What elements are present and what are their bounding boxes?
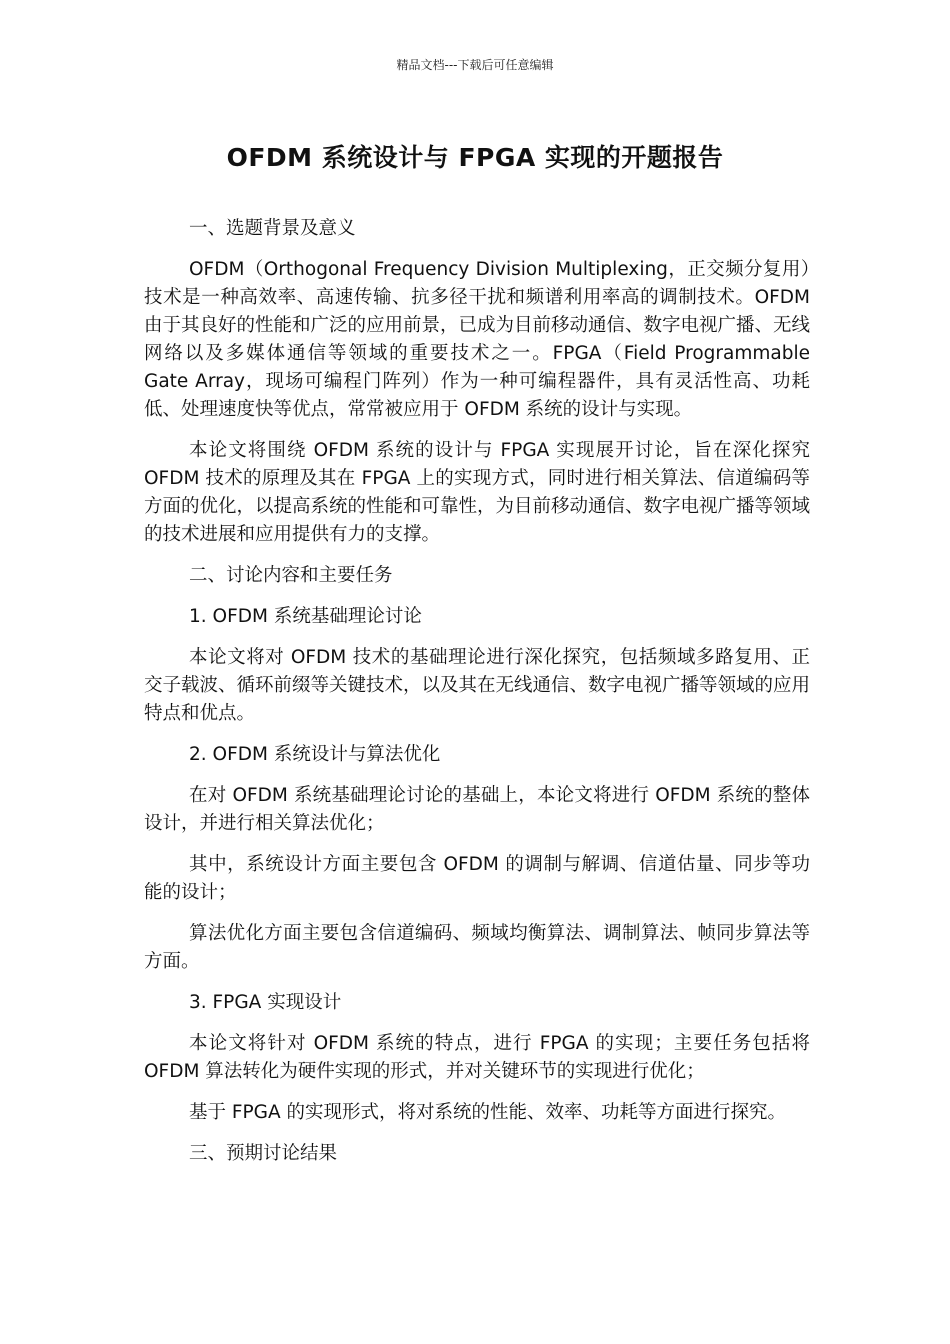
subsection-heading-fpga: 3. FPGA 实现设计 [189, 992, 342, 1013]
paragraph-fpga-tasks: 本论文将针对 OFDM 系统的特点，进行 FPGA 的实现；主要任务包括将 OFDM 算法转化为硬件实现的形式，并对关键环节的实现进行优化； [144, 1033, 810, 1082]
subsection-heading-theory: 1. OFDM 系统基础理论讨论 [189, 606, 422, 627]
document-title: OFDM 系统设计与 FPGA 实现的开题报告 [226, 143, 724, 172]
paragraph-theory: 本论文将对 OFDM 技术的基础理论进行深化探究，包括频域多路复用、正交子载波、循环前缀等关键技术，以及其在无线通信、数字电视广播等领域的应用特点和优点。 [144, 647, 811, 724]
section-heading-background: 一、选题背景及意义 [189, 218, 356, 239]
paragraph-thesis-goal: 本论文将围绕 OFDM 系统的设计与 FPGA 实现展开讨论，旨在深化探究 OFDM 技术的原理及其在 FPGA 上的实现方式，同时进行相关算法、信道编码等方面的优化，以提高系统的性能和可靠性，为目前移动通信、数字电视广播等领域的技术进展和应用提供有力的支撑。 [144, 440, 811, 545]
subsection-heading-design: 2. OFDM 系统设计与算法优化 [189, 744, 441, 765]
page-header-note: 精品文档---下载后可任意编辑 [396, 58, 554, 72]
paragraph-ofdm-intro: OFDM（Orthogonal Frequency Division Multiplexing，正交频分复用）技术是一种高效率、高速传输、抗多径干扰和频谱利用率高的调制技术。OFDM 由于其良好的性能和广泛的应用前景，已成为目前移动通信、数字电视广播、无线网络以及多媒体通信等领域的重要技术之一。FPGA（Field Programmable Gate Array，现场可编程门阵列）作为一种可编程器件，具有灵活性高、功耗低、处理速度快等优点，常常被应用于 OFDM 系统的设计与实现。 [144, 259, 811, 420]
section-heading-expected-results: 三、预期讨论结果 [189, 1143, 338, 1164]
section-heading-content-tasks: 二、讨论内容和主要任务 [189, 565, 393, 586]
paragraph-fpga-evaluation: 基于 FPGA 的实现形式，将对系统的性能、效率、功耗等方面进行探究。 [189, 1102, 787, 1123]
paragraph-system-design: 其中，系统设计方面主要包含 OFDM 的调制与解调、信道估量、同步等功能的设计； [144, 854, 810, 903]
paragraph-design-overview: 在对 OFDM 系统基础理论讨论的基础上，本论文将进行 OFDM 系统的整体设计，并进行相关算法优化； [144, 785, 810, 834]
paragraph-algorithm-optimization: 算法优化方面主要包含信道编码、频域均衡算法、调制算法、帧同步算法等方面。 [144, 923, 810, 972]
document-body [144, 215, 810, 1181]
